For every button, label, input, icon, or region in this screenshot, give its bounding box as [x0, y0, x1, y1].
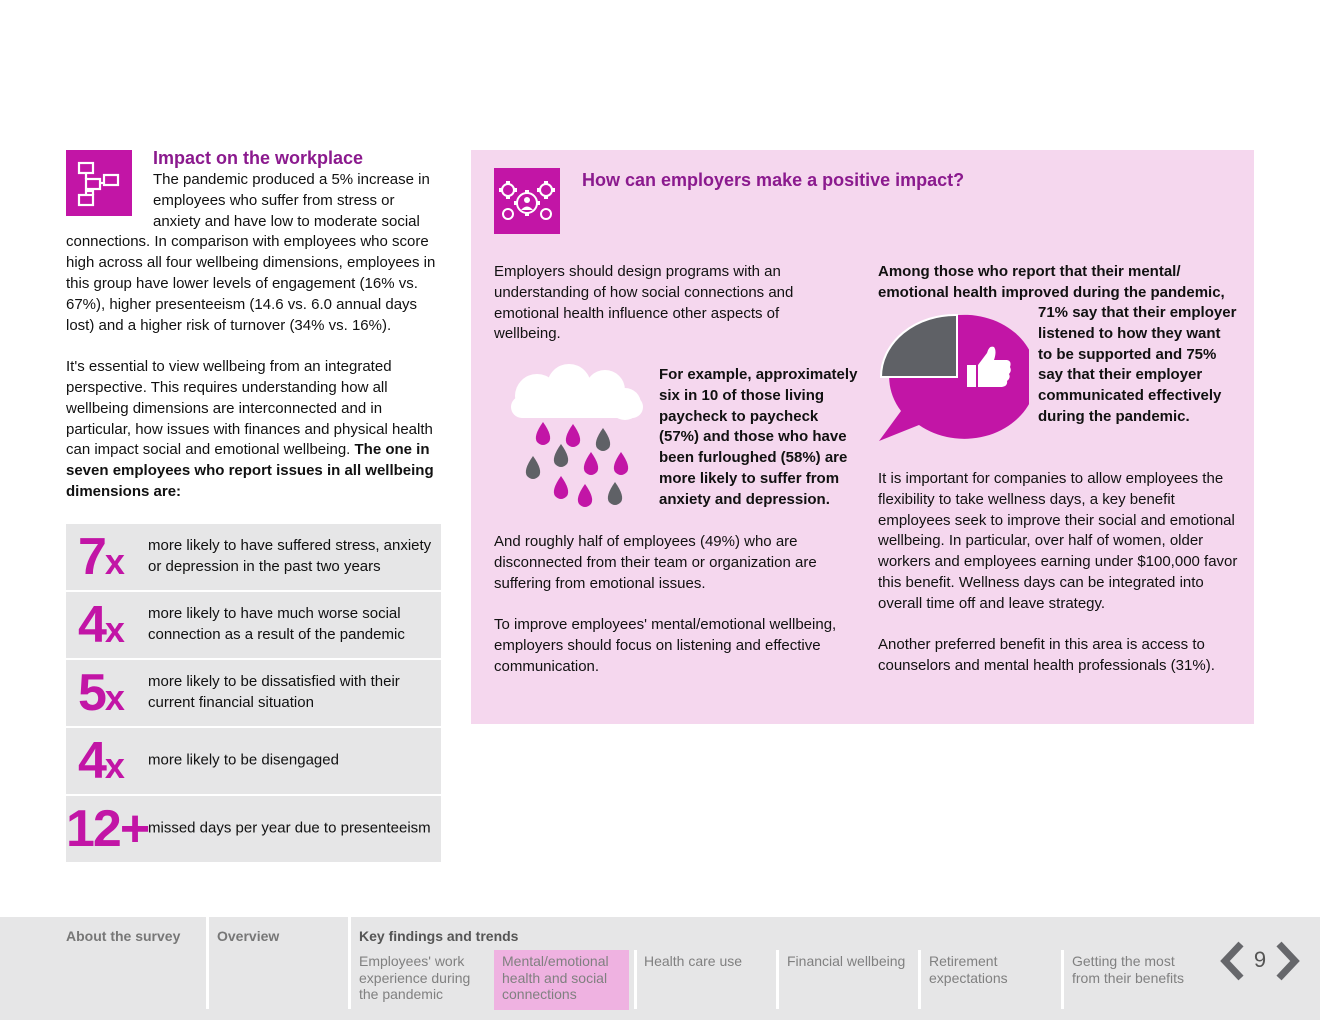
nav-sub-financial[interactable]: Financial wellbeing: [787, 953, 906, 969]
nav-sub-retirement[interactable]: Retirement expectations: [929, 953, 1008, 986]
page-number: 9: [1253, 947, 1267, 972]
panel-title: How can employers make a positive impact?: [582, 170, 965, 190]
stat-number: 5x: [78, 664, 125, 722]
nav-key-findings[interactable]: Key findings and trends: [359, 928, 519, 944]
stat-number: 7x: [78, 528, 125, 586]
stat-description: more likely to be disengaged: [148, 751, 339, 769]
stat-row: [66, 660, 441, 726]
gears-person-icon: [494, 168, 560, 234]
paycheck-stat: For example, approximately six in 10 of those living paycheck to paycheck (57%) and those who have been furloughed (58%) are more likely to suffer from anxiety and depression.: [659, 366, 858, 508]
nav-divider: [206, 917, 209, 1009]
employer-impact-panel: [471, 150, 1254, 724]
stat-number: 4x: [78, 732, 125, 790]
thumbs-up-chat-icon: [879, 313, 1029, 443]
nav-sub-mental-emotional[interactable]: Mental/emotional health and social connections: [494, 950, 629, 1010]
integrated-paragraph: It's essential to view wellbeing from an integrated perspective. This requires understanding how all wellbeing dimensions are interconnected and in particular, how issues with finances and physical health can impact social and emotional wellbeing. The one in seven employees who report issues in all wellbeing dimensions are:: [66, 358, 434, 500]
stat-description: more likely to have much worse social connection as a result of the pandemic: [148, 605, 405, 643]
left-body: [66, 170, 446, 503]
stat-row: [66, 524, 441, 590]
stat-row: [66, 728, 441, 794]
stat-description: missed days per year due to presenteeism: [148, 819, 431, 837]
nav-overview[interactable]: Overview: [217, 928, 280, 944]
rain-cloud-icon: [507, 364, 649, 514]
footer-nav: [0, 917, 1320, 1020]
next-page-icon[interactable]: [1273, 941, 1301, 981]
intro-paragraph: The pandemic produced a 5% increase in employees who suffer from stress or anxiety and have low to moderate social connections. In comparison with employees who score high across all four wellbeing dimensions, employees in this group have lower levels of engagement (16% vs. 67%), higher presenteeism (14.6 vs. 6.0 annual days lost) and a higher risk of turnover (34% vs. 16%).: [66, 171, 436, 334]
nav-about-survey[interactable]: About the survey: [66, 928, 181, 944]
nav-sub-benefits[interactable]: Getting the most from their benefits: [1072, 953, 1185, 986]
employer-listened-stat: 71% say that their employer listened to how they want to be supported and 75% say that their employer communicated effectively during the pandemic.: [1038, 304, 1237, 425]
stat-description: more likely to be dissatisfied with their current financial situation: [148, 673, 400, 711]
stat-row: [66, 796, 441, 862]
disconnected-paragraph: And roughly half of employees (49%) who are disconnected from their team or organization are suffering from emotional issues. To improve employees' mental/emotional wellbeing, employers should focus on listening and effective communication.: [494, 533, 837, 675]
stat-number: 12+: [66, 800, 149, 858]
wellness-days-paragraph: It is important for companies to allow employees the flexibility to take wellness days, a key benefit employees seek to improve their social and emotional wellbeing. In particular, over half of women, older workers and employees earning under $100,000 favor this benefit. Wellness days can be integrated into overall time off and leave strategy. Another preferred benefit in this area is access to counselors and mental health professionals (31%).: [878, 470, 1238, 675]
nav-sub-health-care[interactable]: Health care use: [644, 953, 743, 969]
stat-row: [66, 592, 441, 658]
nav-sub-work-experience[interactable]: Employees' work experience during the pandemic: [359, 953, 471, 1002]
section-title: Impact on the workplace: [153, 148, 364, 168]
programs-paragraph: Employers should design programs with an understanding of how social connections and emotional health influence other aspects of wellbeing.: [494, 263, 794, 343]
stats-list: [66, 524, 441, 864]
stat-number: 4x: [78, 596, 125, 654]
improved-health-heading: Among those who report that their mental/ emotional health improved during the pandemic,: [878, 263, 1225, 301]
stat-description: more likely to have suffered stress, anxiety or depression in the past two years: [148, 537, 432, 575]
